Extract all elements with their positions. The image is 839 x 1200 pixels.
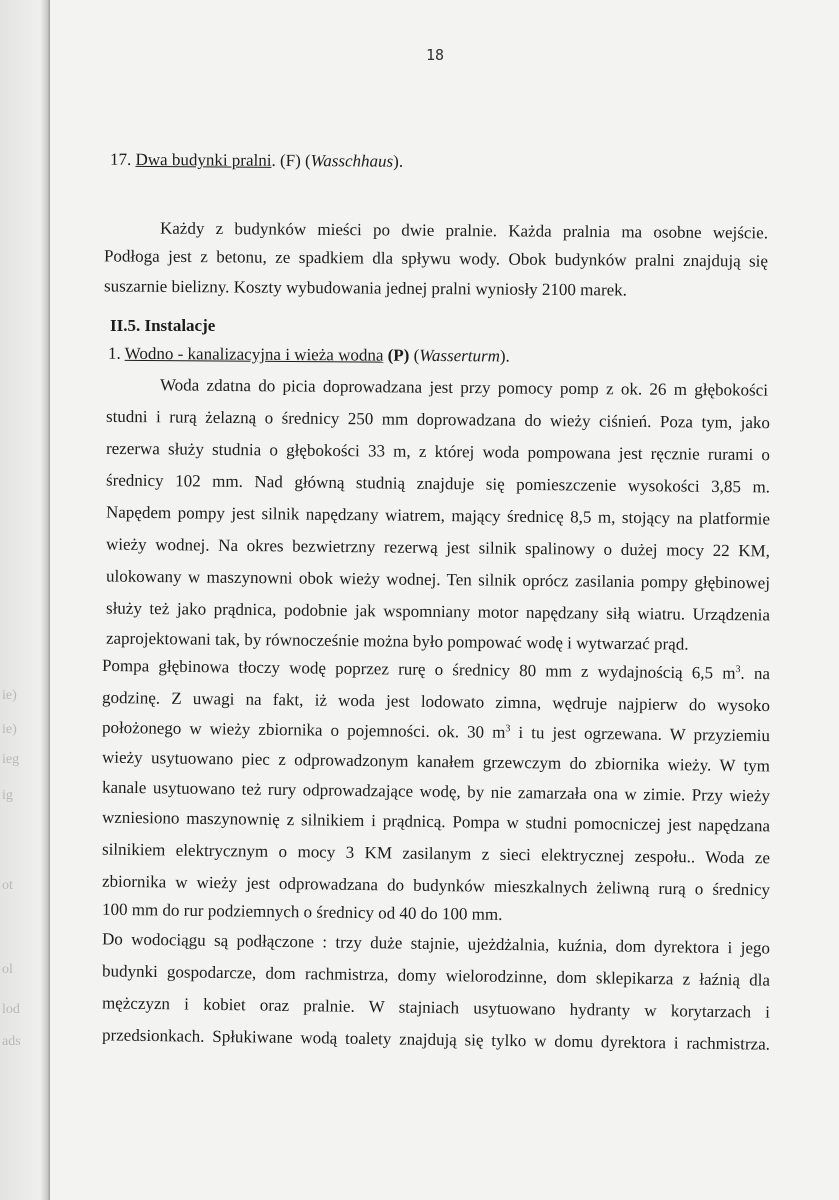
paragraph-line: Do wodociągu są podłączone : trzy duże stajnie, ujeżdżalnia, kuźnia, dom dyrektora i jego xyxy=(101,929,771,958)
marker: (P) xyxy=(387,345,410,365)
paragraph-line: budynki gospodarcze, dom rachmistrza, domy wielorodzinne, dom sklepikarza z łaźnią dla xyxy=(101,961,771,990)
paragraph-line: Woda zdatna do picia doprowadzana jest przy pomocy pomp z ok. 26 m głębokości xyxy=(159,375,769,400)
subsection-title: Wodno - kanalizacyjna i wieża wodna xyxy=(124,343,384,365)
paragraph-line xyxy=(102,656,770,684)
bleed-through-text: ie) xyxy=(2,688,17,703)
subsection-heading: 1. Wodno - kanalizacyjna i wieża wodna (P) (Wasserturm). xyxy=(107,343,510,366)
previous-page-edge xyxy=(0,0,50,1200)
paragraph-line: kanale usytuowano też rury odprowadzające wodę, by nie zamarzała ona w zimie. Przy wieży xyxy=(101,777,771,806)
document-page xyxy=(50,0,839,1200)
paragraph-line: godzinę. Z uwagi na fakt, iż woda jest lodowato zimna, wędruje najpierw do wysoko xyxy=(101,687,771,716)
subsection-number: 1. xyxy=(107,343,121,363)
paragraph-line: zaprojektowani tak, by równocześnie można było pompować wodę i wytwarzać prąd. xyxy=(105,628,689,654)
marker: (F) xyxy=(279,150,301,171)
paragraph-line: przedsionkach. Spłukiwane wodą toalety znajdują się tylko w domu dyrektora i rachmistrza. xyxy=(101,1025,771,1054)
page-number: 18 xyxy=(426,46,445,64)
paragraph-line: wieży wodnej. Na okres bezwietrzny rezerwą jest silnik spalinowy o dużej mocy 22 KM, xyxy=(105,534,771,561)
bleed-through-text: ot xyxy=(2,878,13,893)
paragraph-line: zbiornika w wieży jest odprowadzana do budynków mieszkalnych żeliwną rurą o średnicy xyxy=(101,871,771,900)
section-17-heading: 17. Dwa budynki pralni. (F) (Wasschhaus). xyxy=(109,149,404,171)
bleed-through-text: lod xyxy=(2,1002,20,1017)
bleed-through-text: ieg xyxy=(2,752,20,767)
line-text: położonego w wieży zbiornika o pojemności. ok. 30 m xyxy=(101,717,506,742)
paragraph-line: Podłoga jest z betonu, ze spadkiem dla spływu wody. Obok budynków pralni znajdują się xyxy=(103,246,769,271)
line-text: . na xyxy=(740,663,771,684)
paragraph-line: wzniesiono maszynownię z silnikiem i prądnicą. Pompa w studni pomocniczej jest napędzana xyxy=(101,807,771,836)
superscript: 3 xyxy=(735,664,741,676)
section-heading: II.5. Instalacje xyxy=(110,316,216,335)
paragraph-line: studni i rurą żelazną o średnicy 250 mm doprowadzana do wieży ciśnień. Poza tym, jako xyxy=(105,406,771,433)
paragraph-line: rezerwa służy studnia o głębokości 33 m, z której woda pompowana jest ręcznie rurami o xyxy=(105,438,771,465)
paragraph-line: Każdy z budynków mieści po dwie pralnie. Każda pralnia ma osobne wejście. xyxy=(159,218,769,243)
paragraph-line: mężczyzn i kobiet oraz pralnie. W stajniach usytuowano hydranty w korytarzach i xyxy=(101,993,771,1022)
paragraph-line: Napędem pompy jest silnik napędzany wiatrem, mający średnicę 8,5 m, stojący na platformie xyxy=(105,502,771,529)
paragraph-line: 100 mm do rur podziemnych o średnicy od 40 do 100 mm. xyxy=(101,899,503,924)
paragraph-line: ulokowany w maszynowni obok wieży wodnej. Ten silnik oprócz zasilania pompy głębinowej xyxy=(105,566,771,593)
german-name: Wasschhaus xyxy=(310,151,394,171)
paragraph-line: suszarnie bielizny. Koszty wybudowania jednej pralni wyniosły 2100 marek. xyxy=(103,276,628,300)
line-text: i tu jest ogrzewana. W przyziemiu xyxy=(510,722,771,746)
bleed-through-text: ol xyxy=(2,962,13,977)
superscript: 3 xyxy=(505,723,511,735)
bleed-through-text: ig xyxy=(2,788,13,803)
german-name: Wasserturm xyxy=(419,345,500,366)
section-number: 17. xyxy=(109,149,132,169)
bleed-through-text: ie) xyxy=(2,722,17,737)
paragraph-line: średnicy 102 mm. Nad główną studnią znajduje się pomieszczenie wysokości 3,85 m. xyxy=(105,470,771,497)
paragraph-line xyxy=(102,718,770,746)
paragraph-line: służy też jako prądnica, podobnie jak wspomniany motor napędzany siłą wiatru. Urządzenia xyxy=(105,598,771,625)
section-title: Dwa budynki pralni xyxy=(135,149,272,170)
paragraph-line: silnikiem elektrycznym o mocy 3 KM zasilanym z sieci elektrycznej zespołu.. Woda ze xyxy=(101,839,771,868)
bleed-through-text: ads xyxy=(2,1034,21,1049)
line-text: Pompa głębinowa tłoczy wodę poprzez rurę o średnicy 80 mm z wydajnością 6,5 m xyxy=(101,655,736,683)
paragraph-line: wieży usytuowano piec z odprowadzonym kanałem grzewczym do zbiornika wieży. W tym xyxy=(101,747,771,776)
